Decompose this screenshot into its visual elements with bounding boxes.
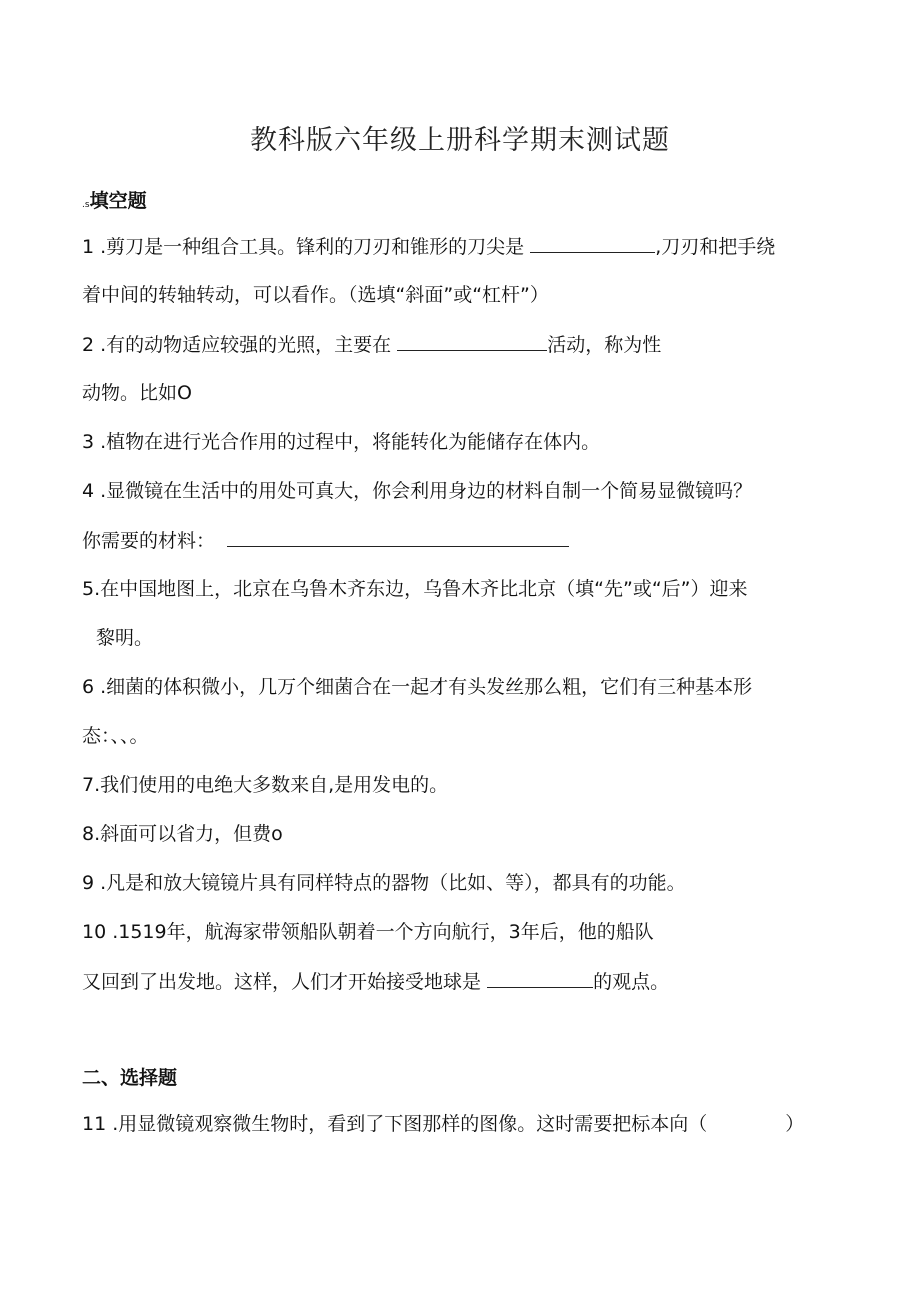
section-label: 填空题 [89,190,147,212]
question-text: ） [785,1113,805,1135]
question-text: 11 .用显微镜观察微生物时，看到了下图那样的图像。这时需要把标本向（ [82,1113,708,1135]
page-title: 教科版六年级上册科学期末测试题 [250,125,670,156]
question-text: 又回到了出发地。这样，人们才开始接受地球是 [82,971,482,993]
section-heading-choice: 二、选择题 [82,1067,178,1089]
question-2-line-1 [82,330,661,359]
question-5-line-2: 黎明。 [96,627,154,649]
question-text: ,刀刃和把手绕 [655,236,776,258]
answer-blank[interactable] [530,232,655,253]
answer-blank[interactable] [397,330,547,351]
question-9: 9 .凡是和放大镜镜片具有同样特点的器物（比如、等），都具有的功能。 [82,872,686,894]
section-mark: .s [82,200,90,210]
question-text: 的观点。 [593,971,670,993]
answer-blank[interactable] [487,967,593,988]
question-5-line-1: 5.在中国地图上，北京在乌鲁木齐东边，乌鲁木齐比北京（填“先”或“后”）迎来 [82,578,748,600]
question-text: 活动，称为性 [547,334,662,356]
question-11 [82,1110,804,1138]
question-4-line-2 [82,526,569,555]
question-10-line-2 [82,967,669,996]
question-text: 2 .有的动物适应较强的光照，主要在 [82,334,392,356]
question-2-line-2: 动物。比如O [82,382,192,404]
question-4-line-1: 4 .显微镜在生活中的用处可真大，你会利用身边的材料自制一个简易显微镜吗？ [82,480,753,502]
question-text: 你需要的材料： [82,530,216,552]
question-3: 3 .植物在进行光合作用的过程中，将能转化为能储存在体内。 [82,431,601,453]
question-8: 8.斜面可以省力，但费o [82,823,283,845]
question-6-line-2: 态：、、。 [82,725,149,747]
question-7: 7.我们使用的电绝大多数来自,是用发电的。 [82,774,449,796]
question-6-line-1: 6 .细菌的体积微小，几万个细菌合在一起才有头发丝那么粗，它们有三种基本形 [82,676,753,698]
answer-blank[interactable] [227,526,569,547]
question-1-line-1 [82,232,775,261]
section-heading-fill-in [82,186,147,213]
question-1-line-2: 着中间的转轴转动，可以看作。（选填“斜面”或“杠杆”） [82,284,549,306]
question-text: 1 .剪刀是一种组合工具。锋利的刀刃和锥形的刀尖是 [82,236,525,258]
question-10-line-1: 10 .1519年，航海家带领船队朝着一个方向航行，3年后，他的船队 [82,921,654,943]
